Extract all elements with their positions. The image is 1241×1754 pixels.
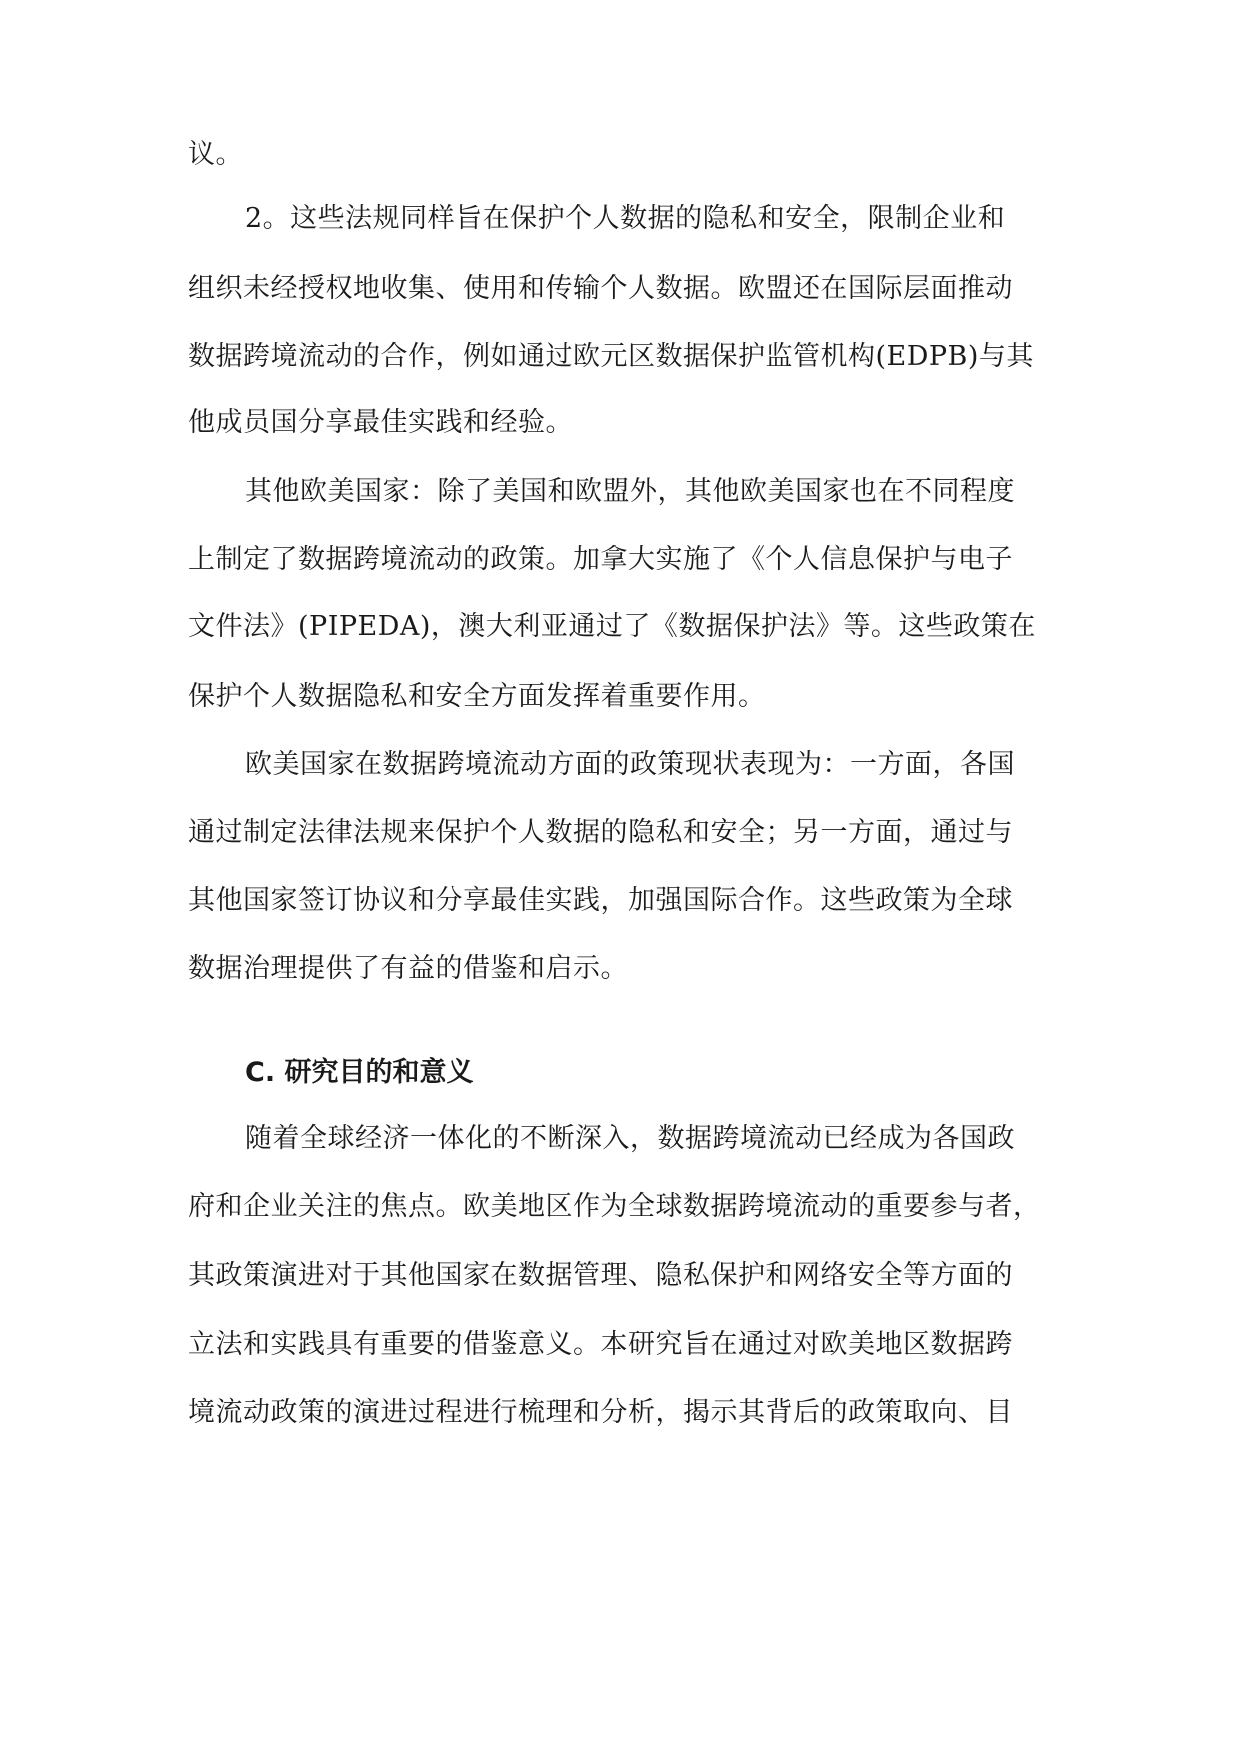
text-line: 立法和实践具有重要的借鉴意义。本研究旨在通过对欧美地区数据跨: [188, 1329, 1013, 1360]
text-line: 其政策演进对于其他国家在数据管理、隐私保护和网络安全等方面的: [188, 1260, 1013, 1291]
text-line: 欧美国家在数据跨境流动方面的政策现状表现为：一方面，各国: [245, 749, 1015, 780]
text-line: 数据治理提供了有益的借鉴和启示。: [188, 953, 628, 984]
text-line: 其他国家签订协议和分享最佳实践，加强国际合作。这些政策为全球: [188, 885, 1013, 916]
text-line: 随着全球经济一体化的不断深入，数据跨境流动已经成为各国政: [245, 1123, 1015, 1154]
text-line: 境流动政策的演进过程进行梳理和分析，揭示其背后的政策取向、目: [188, 1397, 1013, 1428]
text-line: 通过制定法律法规来保护个人数据的隐私和安全；另一方面，通过与: [188, 817, 1013, 848]
text-line: 其他欧美国家：除了美国和欧盟外，其他欧美国家也在不同程度: [245, 476, 1015, 507]
text-line: 保护个人数据隐私和安全方面发挥着重要作用。: [188, 681, 766, 712]
text-line: 组织未经授权地收集、使用和传输个人数据。欧盟还在国际层面推动: [188, 273, 1013, 304]
text-line: 文件法》(PIPEDA)，澳大利亚通过了《数据保护法》等。这些政策在: [188, 611, 1036, 642]
text-line: 上制定了数据跨境流动的政策。加拿大实施了《个人信息保护与电子: [188, 544, 1013, 575]
text-line: 议。: [188, 139, 243, 170]
text-line: 府和企业关注的焦点。欧美地区作为全球数据跨境流动的重要参与者，: [188, 1191, 1041, 1222]
text-line: 数据跨境流动的合作，例如通过欧元区数据保护监管机构(EDPB)与其: [188, 341, 1034, 372]
text-line: 他成员国分享最佳实践和经验。: [188, 407, 573, 438]
section-heading: C. 研究目的和意义: [245, 1057, 474, 1088]
text-line: 2。这些法规同样旨在保护个人数据的隐私和安全，限制企业和: [245, 203, 1006, 234]
